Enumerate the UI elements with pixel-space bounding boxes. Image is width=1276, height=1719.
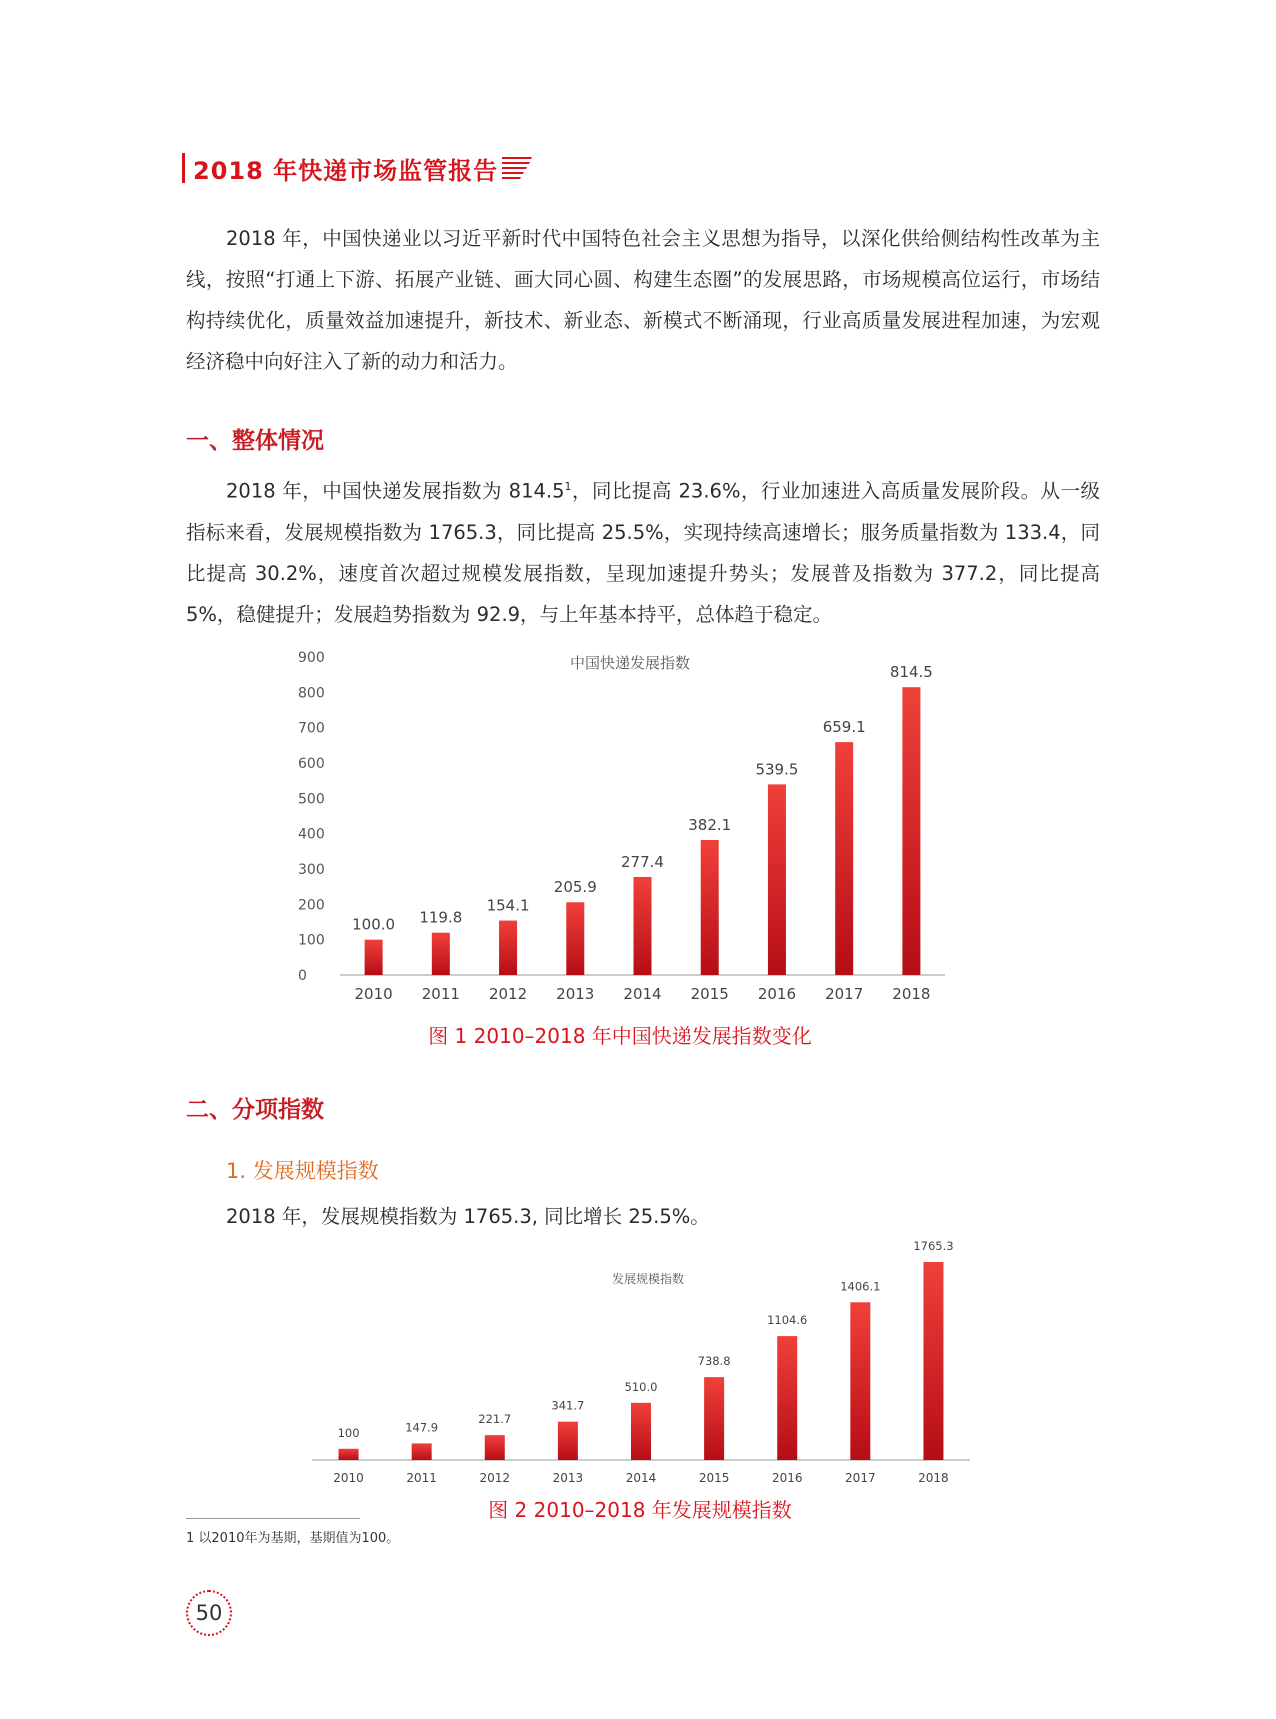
footnote-divider xyxy=(186,1518,360,1519)
data-label: 738.8 xyxy=(697,1354,731,1369)
y-tick-label: 300 xyxy=(298,862,325,878)
x-tick-label: 2011 xyxy=(406,1471,437,1485)
y-tick-label: 700 xyxy=(298,720,325,737)
data-label: 1406.1 xyxy=(840,1279,881,1294)
x-tick-label: 2012 xyxy=(488,985,528,1003)
bar-2012 xyxy=(485,1435,505,1460)
data-label: 100.0 xyxy=(352,915,396,934)
bar-2014 xyxy=(631,1403,651,1460)
y-tick-label: 200 xyxy=(298,897,325,914)
x-tick-label: 2011 xyxy=(421,985,460,1003)
x-tick-label: 2016 xyxy=(757,985,797,1003)
data-label: 382.1 xyxy=(688,815,732,834)
data-label: 539.5 xyxy=(755,760,799,779)
x-tick-label: 2014 xyxy=(625,1471,657,1485)
x-tick-label: 2016 xyxy=(771,1471,803,1485)
x-tick-label: 2013 xyxy=(552,1471,584,1485)
x-tick-label: 2010 xyxy=(333,1471,364,1485)
y-tick-label: 800 xyxy=(298,685,325,702)
data-label: 154.1 xyxy=(486,896,530,915)
scale-paragraph: 2018 年，发展规模指数为 1765.3, 同比增长 25.5%。 xyxy=(226,1205,710,1228)
report-title: 2018 年快递市场监管报告 xyxy=(193,156,499,185)
bar-2017 xyxy=(835,742,853,975)
figure2-caption: 图 2 2010–2018 年发展规模指数 xyxy=(488,1498,792,1522)
express-index-chart xyxy=(290,645,950,1015)
y-tick-label: 500 xyxy=(298,791,325,808)
bar-2012 xyxy=(499,921,517,975)
bar-2013 xyxy=(558,1422,578,1460)
x-tick-label: 2018 xyxy=(892,985,931,1003)
data-label: 510.0 xyxy=(624,1379,658,1394)
data-label: 659.1 xyxy=(822,718,866,737)
section-heading-overall: 一、整体情况 xyxy=(186,428,324,454)
y-tick-label: 0 xyxy=(298,968,307,984)
data-label: 100 xyxy=(337,1425,360,1440)
data-label: 1765.3 xyxy=(913,1239,954,1253)
figure1-caption: 图 1 2010–2018 年中国快递发展指数变化 xyxy=(428,1024,812,1048)
bar-2015 xyxy=(701,840,719,975)
y-tick-label: 900 xyxy=(298,650,325,666)
scale-index-chart xyxy=(300,1237,980,1492)
data-label: 205.9 xyxy=(553,878,597,897)
chart-title: 发展规模指数 xyxy=(611,1272,685,1286)
data-label: 147.9 xyxy=(405,1420,439,1435)
x-tick-label: 2017 xyxy=(825,985,864,1003)
x-tick-label: 2010 xyxy=(354,985,393,1003)
overall-paragraph: 2018 年，中国快递发展指数为 814.5$^1$，同比提高 23.6%，行业加速进入高质量发展阶段。从一级指标来看，发展规模指数为 1765.3，同比提高 25.5%，实现持续高速增长；服务质量指数为 133.4，同比提高 30.2%，速度首次超过规模发展指数，呈现加速提升势头；发展普及指数为 377.2，同比提高 5%，稳健提升；发展趋势指数为 92.9，与上年基本持平，总体趋于稳定。 xyxy=(186,479,1100,626)
data-label: 1104.6 xyxy=(767,1313,808,1328)
data-label: 341.7 xyxy=(551,1398,585,1413)
x-tick-label: 2014 xyxy=(623,985,662,1003)
footnote-ref: 1 xyxy=(564,480,572,493)
x-tick-label: 2013 xyxy=(556,985,595,1003)
bar-2013 xyxy=(566,902,584,975)
x-tick-label: 2018 xyxy=(918,1471,949,1485)
report-header xyxy=(182,150,532,186)
bar-2010 xyxy=(339,1449,359,1460)
x-tick-label: 2012 xyxy=(479,1471,511,1485)
page-number: 50 xyxy=(186,1590,232,1636)
chart-title: 中国快递发展指数 xyxy=(569,654,691,672)
header-stripes-icon xyxy=(502,155,532,181)
bar-2010 xyxy=(365,940,383,975)
bar-2011 xyxy=(432,933,450,975)
data-label: 814.5 xyxy=(889,663,933,682)
data-label: 119.8 xyxy=(419,908,463,927)
section-heading-subindices: 二、分项指数 xyxy=(186,1097,324,1123)
x-tick-label: 2015 xyxy=(698,1471,730,1485)
intro-paragraph: 2018 年，中国快递业以习近平新时代中国特色社会主义思想为指导，以深化供给侧结构性改革为主线，按照“打通上下游、拓展产业链、画大同心圆、构建生态圈”的发展思路，市场规模高位运行，市场结构持续优化，质量效益加速提升，新技术、新业态、新模式不断涌现，行业高质量发展进程加速，为宏观经济稳中向好注入了新的动力和活力。 xyxy=(186,227,1100,373)
bar-2018 xyxy=(923,1262,943,1460)
x-tick-label: 2015 xyxy=(690,985,729,1003)
footnote: 1 以2010年为基期，基期值为100。 xyxy=(186,1531,400,1546)
bar-2017 xyxy=(850,1302,870,1460)
subsection-heading-scale: 1. 发展规模指数 xyxy=(226,1159,379,1183)
y-tick-label: 600 xyxy=(298,756,325,772)
data-label: 277.4 xyxy=(621,852,664,871)
bar-2018 xyxy=(902,687,920,975)
bar-2016 xyxy=(777,1336,797,1460)
bar-2016 xyxy=(768,784,786,975)
bar-2011 xyxy=(412,1443,432,1460)
header-accent-bar xyxy=(182,153,185,183)
y-tick-label: 400 xyxy=(298,826,325,843)
y-tick-label: 100 xyxy=(298,932,325,949)
bar-2014 xyxy=(634,877,652,975)
bar-2015 xyxy=(704,1377,724,1460)
x-tick-label: 2017 xyxy=(845,1471,876,1485)
data-label: 221.7 xyxy=(478,1412,512,1427)
